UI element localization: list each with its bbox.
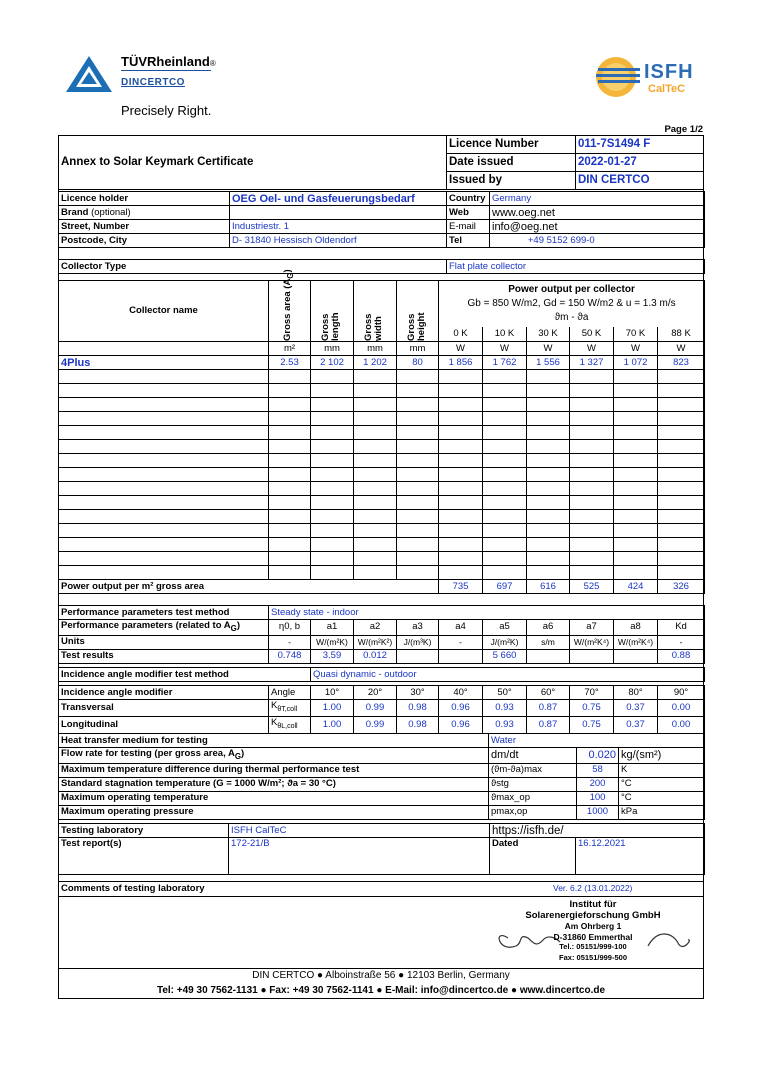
maxdiff-unit: K [619,763,705,777]
iam-longitudinal-value: 0.93 [483,716,527,733]
longitudinal-label: Longitudinal [59,716,269,733]
performance-table [58,605,705,664]
maxop-symbol: ϑmax_op [489,791,577,805]
medium-label: Heat transfer medium for testing [59,734,489,748]
web[interactable]: www.oeg.net [490,206,705,220]
value-power-88k: 823 [658,356,705,370]
dated: 16.12.2021 [576,838,705,875]
report-label: Test report(s) [59,838,229,875]
stag-unit: °C [619,777,705,791]
lab-table [58,823,705,875]
date-issued-label: Date issued [449,156,514,168]
param-unit: s/m [527,635,570,649]
unit-cell: mm [354,342,397,356]
param-name: a1 [311,620,354,636]
iam-transversal-value: 0.98 [397,700,439,717]
iam-transversal-value: 0.99 [354,700,397,717]
param-unit: W/(m²K) [311,635,354,649]
value-gross-height: 80 [397,356,439,370]
empty-collector-row [59,552,705,566]
maxop-unit: °C [619,791,705,805]
collector-name: 4Plus [59,356,269,370]
gross-width-header: Gross width [354,281,397,342]
empty-collector-row [59,412,705,426]
tel-label: Tel [447,234,490,248]
licence-holder-label: Licence holder [59,192,230,206]
empty-collector-row [59,510,705,524]
value-power-10k: 1 762 [483,356,527,370]
street: Industriestr. 1 [230,220,447,234]
param-unit: W/(m²K⁴) [614,635,658,649]
document-title: Annex to Solar Keymark Certificate [61,156,254,168]
gross-length-header: Gross length [311,281,354,342]
iam-transversal-value: 0.96 [439,700,483,717]
temp-header: 10 K [483,327,527,341]
empty-collector-row [59,496,705,510]
param-name: a5 [483,620,527,636]
issued-by: DIN CERTCO [578,174,650,186]
transversal-symbol: $K_{\theta T,coll}$ [269,700,311,717]
param-name: η0, b [269,620,311,636]
flow-unit: kg/(sm²) [619,748,705,764]
unit-cell: mm [397,342,439,356]
empty-collector-row [59,398,705,412]
iam-angle: 40° [439,686,483,700]
dated-label: Dated [490,838,576,875]
param-result [439,649,483,663]
iam-method: Quasi dynamic - outdoor [311,668,705,682]
collector-name-header: Collector name [59,281,269,342]
tuv-logo [64,54,114,94]
iam-angle: 30° [397,686,439,700]
iam-longitudinal-value: 1.00 [311,716,354,733]
param-name: a7 [570,620,614,636]
param-unit: W/(m²K⁴) [570,635,614,649]
param-result: 3.59 [311,649,354,663]
iam-longitudinal-value: 0.37 [614,716,658,733]
lab-stamp: Institut für Solarenergieforschung GmbH Am Ohrberg 1 D-31860 Emmerthal Tel.: 05151/999-100 Fax: 05151/999-500 [488,898,698,968]
param-result: 0.012 [354,649,397,663]
unit-cell: mm [311,342,354,356]
empty-collector-row [59,468,705,482]
param-unit: J/(m³K) [397,635,439,649]
isfh-logo [590,55,705,103]
iam-values-table [58,685,705,734]
param-result: 0.748 [269,649,311,663]
country-label: Country [447,192,490,206]
tagline: Precisely Right. [121,103,212,118]
maxop-label: Maximum operating temperature [59,791,489,805]
stag-symbol: ϑstg [489,777,577,791]
lab-url[interactable]: https://isfh.de/ [490,824,705,838]
iam-transversal-value: 0.93 [483,700,527,717]
per-m2-50k: 525 [570,580,614,594]
maxdiff-label: Maximum temperature difference during thermal performance test [59,763,489,777]
medium: Water [489,734,705,748]
unit-cell: W [658,342,705,356]
performance-method: Steady state - indoor [269,606,705,620]
iam-table [58,667,705,682]
param-unit: - [658,635,705,649]
iam-angle: 90° [658,686,705,700]
iam-angle: 60° [527,686,570,700]
iam-angle: 70° [570,686,614,700]
flow-symbol: dm/dt [489,748,577,764]
iam-label: Incidence angle modifier [59,686,269,700]
maxp-label: Maximum operating pressure [59,805,489,819]
empty-collector-row [59,440,705,454]
iam-method-label: Incidence angle modifier test method [59,668,311,682]
lab-name: ISFH CalTeC [229,824,490,838]
page-number: Page 1/2 [664,124,703,135]
isfh-name: ISFH [644,61,694,83]
din-certco-logo: DINCERTCO [121,77,185,88]
temp-header: 88 K [658,327,705,341]
unit-cell: W [614,342,658,356]
brand-cell: Brand (optional) [59,206,230,220]
params-label: Performance parameters (related to $A_G$) [59,620,269,636]
param-name: a3 [397,620,439,636]
maxp-symbol: pmax,op [489,805,577,819]
iam-longitudinal-value: 0.75 [570,716,614,733]
per-m2-70k: 424 [614,580,658,594]
maxdiff-value: 58 [577,763,619,777]
maxp-value: 1000 [577,805,619,819]
iam-angle: 10° [311,686,354,700]
collector-type: Flat plate collector [447,260,705,274]
param-name: a4 [439,620,483,636]
holder-table [58,191,705,248]
maxp-unit: kPa [619,805,705,819]
temp-header: 70 K [614,327,658,341]
unit-cell: W [570,342,614,356]
iam-longitudinal-value: 0.99 [354,716,397,733]
value-power-70k: 1 072 [614,356,658,370]
param-result [397,649,439,663]
param-unit: - [439,635,483,649]
licence-number-label: Licence Number [449,138,539,150]
value-gross-width: 1 202 [354,356,397,370]
param-result [614,649,658,663]
flow-label: Flow rate for testing (per gross area, $A_G$) [59,748,489,764]
stag-value: 200 [577,777,619,791]
comments-label: Comments of testing laboratory [61,883,205,894]
power-output-header: Power output per collector Gb = 850 W/m2, Gd = 150 W/m2 & u = 1.3 m/s ϑm - ϑa [439,281,705,328]
iam-longitudinal-value: 0.87 [527,716,570,733]
temp-header: 30 K [527,327,570,341]
iam-angle: 50° [483,686,527,700]
param-unit: W/(m²K²) [354,635,397,649]
footer-contact: Tel: +49 30 7562-1131 ● Fax: +49 30 7562-1141 ● E-Mail: info@dincertco.de ● www.dincertco.de [156,985,606,996]
email-label: E-mail [447,220,490,234]
per-m2-0k: 735 [439,580,483,594]
value-gross-area: 2.53 [269,356,311,370]
empty-collector-row [59,370,705,384]
licence-holder: OEG Oel- und Gasfeuerungsbedarf [230,192,447,206]
param-result: 5 660 [483,649,527,663]
empty-collector-row [59,482,705,496]
empty-collector-row [59,538,705,552]
iam-angle: 80° [614,686,658,700]
date-issued: 2022-01-27 [578,156,637,168]
footer-address: DIN CERTCO ● Alboinstraße 56 ● 12103 Berlin, Germany [252,970,510,981]
unit-cell: W [527,342,570,356]
empty-collector-row [59,426,705,440]
issued-by-label: Issued by [449,174,503,186]
units-label: Units [59,635,269,649]
unit-cell: m² [269,342,311,356]
param-name: Kd [658,620,705,636]
per-m2-label: Power output per m² gross area [59,580,439,594]
web-label: Web [447,206,490,220]
empty-collector-row [59,454,705,468]
performance-method-label: Performance parameters test method [59,606,269,620]
tel: +49 5152 699-0 [490,234,705,248]
misc-table [58,733,705,820]
iam-longitudinal-value: 0.98 [397,716,439,733]
iam-longitudinal-value: 0.96 [439,716,483,733]
empty-collector-row [59,566,705,580]
param-name: a8 [614,620,658,636]
temp-header: 0 K [439,327,483,341]
param-unit: J/(m²K) [483,635,527,649]
value-gross-length: 2 102 [311,356,354,370]
param-name: a6 [527,620,570,636]
iam-transversal-value: 1.00 [311,700,354,717]
value-power-0k: 1 856 [439,356,483,370]
iam-transversal-value: 0.00 [658,700,705,717]
maxop-value: 100 [577,791,619,805]
flow-value: 0.020 [577,748,619,764]
isfh-sub: CalTeC [648,83,686,95]
maxdiff-symbol: (ϑm-ϑa)max [489,763,577,777]
iam-transversal-value: 0.87 [527,700,570,717]
country: Germany [490,192,705,206]
tuv-name: TÜVRheinland® [121,54,216,69]
temp-header: 50 K [570,327,614,341]
per-m2-30k: 616 [527,580,570,594]
tuv-triangle-icon [64,54,114,94]
empty-collector-row [59,524,705,538]
results-label: Test results [59,649,269,663]
angle-label: Angle [269,686,311,700]
value-power-30k: 1 556 [527,356,570,370]
param-name: a2 [354,620,397,636]
licence-number: 011-7S1494 F [578,138,651,150]
collector-type-table [58,259,705,274]
street-label: Street, Number [59,220,230,234]
param-result: 0.88 [658,649,705,663]
stag-label: Standard stagnation temperature (G = 1000 W/m²; ϑa = 30 °C) [59,777,489,791]
longitudinal-symbol: $K_{\theta L,coll}$ [269,716,311,733]
value-power-50k: 1 327 [570,356,614,370]
param-unit: - [269,635,311,649]
gross-height-header: Gross height [397,281,439,342]
gross-area-header: Gross area $(A_G)$ [269,281,311,342]
power-table [58,269,705,594]
postcode: D- 31840 Hessisch Oldendorf [230,234,447,248]
postcode-label: Postcode, City [59,234,230,248]
iam-angle: 20° [354,686,397,700]
empty-collector-row [59,384,705,398]
email[interactable]: info@oeg.net [490,220,705,234]
param-result [527,649,570,663]
per-m2-88k: 326 [658,580,705,594]
collector-type-label: Collector Type [59,260,447,274]
iam-transversal-value: 0.37 [614,700,658,717]
unit-cell: W [439,342,483,356]
iam-longitudinal-value: 0.00 [658,716,705,733]
transversal-label: Transversal [59,700,269,717]
iam-transversal-value: 0.75 [570,700,614,717]
param-result [570,649,614,663]
lab-label: Testing laboratory [59,824,229,838]
unit-cell: W [483,342,527,356]
report-number: 172-21/B [229,838,490,875]
version: Ver. 6.2 (13.01.2022) [553,883,633,893]
per-m2-10k: 697 [483,580,527,594]
